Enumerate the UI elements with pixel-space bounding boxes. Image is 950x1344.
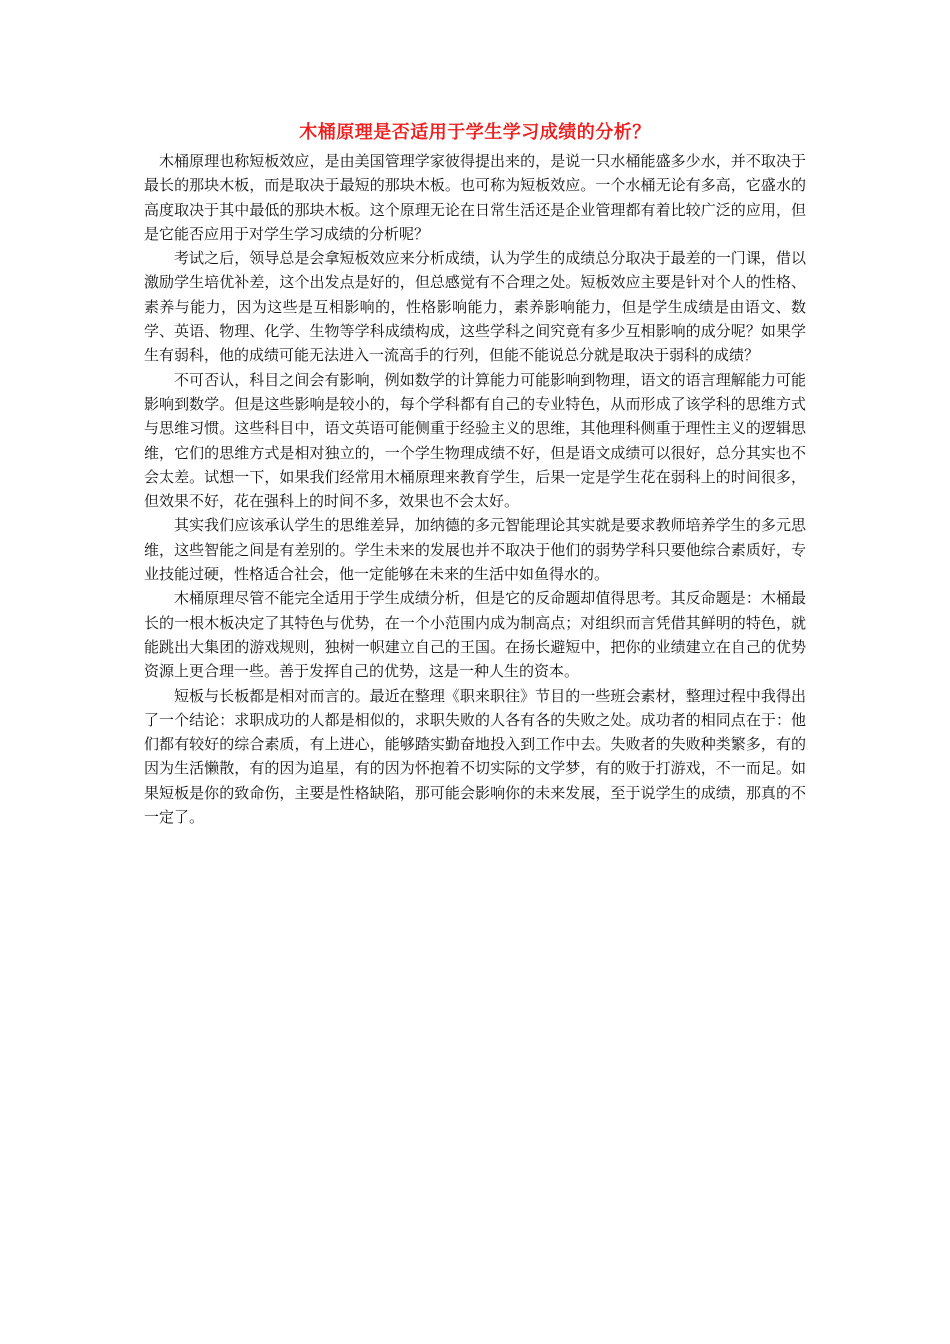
paragraph-3: 不可否认，科目之间会有影响，例如数学的计算能力可能影响到物理，语文的语言理解能力可能影响到数学。但是这些影响是较小的，每个学科都有自己的专业特色，从而形成了该学科的思维方式与思维习惯。这些科目中，语文英语可能侧重于经验主义的思维，其他理科侧重于理性主义的逻辑思维，它们的思维方式是相对独立的，一个学生物理成绩不好，但是语文成绩可以很好，总分其实也不会太差。试想一下，如果我们经常用木桶原理来教育学生，后果一定是学生花在弱科上的时间很多，但效果不好，花在强科上的时间不多，效果也不会太好。 <box>144 370 806 511</box>
article-body <box>144 119 806 829</box>
paragraph-1: 木桶原理也称短板效应，是由美国管理学家彼得提出来的，是说一只水桶能盛多少水，并不取决于最长的那块木板，而是取决于最短的那块木板。也可称为短板效应。一个水桶无论有多高，它盛水的高度取决于其中最低的那块木板。这个原理无论在日常生活还是企业管理都有着比较广泛的应用，但是它能否应用于对学生学习成绩的分析呢？ <box>144 152 806 243</box>
paragraph-5: 木桶原理尽管不能完全适用于学生成绩分析，但是它的反命题却值得思考。其反命题是：木桶最长的一根木板决定了其特色与优势，在一个小范围内成为制高点；对组织而言凭借其鲜明的特色，就能跳出大集团的游戏规则，独树一帜建立自己的王国。在扬长避短中，把你的业绩建立在自己的优势资源上更合理一些。善于发挥自己的优势，这是一种人生的资本。 <box>144 589 806 681</box>
paragraph-6: 短板与长板都是相对而言的。最近在整理《职来职往》节目的一些班会素材，整理过程中我得出了一个结论：求职成功的人都是相似的，求职失败的人各有各的失败之处。成功者的相同点在于：他们都有较好的综合素质，有上进心，能够踏实勤奋地投入到工作中去。失败者的失败种类繁多，有的因为生活懒散，有的因为追星，有的因为怀抱着不切实际的文学梦，有的败于打游戏，不一而足。如果短板是你的致命伤，主要是性格缺陷，那可能会影响你的未来发展，至于说学生的成绩，那真的不一定了。 <box>144 686 806 827</box>
paragraph-4: 其实我们应该承认学生的思维差异，加纳德的多元智能理论其实就是要求教师培养学生的多元思维，这些智能之间是有差别的。学生未来的发展也并不取决于他们的弱势学科只要他综合素质好，专业技能过硬，性格适合社会，他一定能够在未来的生活中如鱼得水的。 <box>144 516 806 584</box>
paragraph-2: 考试之后，领导总是会拿短板效应来分析成绩，认为学生的成绩总分取决于最差的一门课，借以激励学生培优补差，这个出发点是好的，但总感觉有不合理之处。短板效应主要是针对个人的性格、素养与能力，因为这些是互相影响的，性格影响能力，素养影响能力，但是学生成绩是由语文、数学、英语、物理、化学、生物等学科成绩构成，这些学科之间究竟有多少互相影响的成分呢？如果学生有弱科，他的成绩可能无法进入一流高手的行列，但能不能说总分就是取决于弱科的成绩？ <box>144 249 806 365</box>
article-title: 木桶原理是否适用于学生学习成绩的分析？ <box>299 122 651 143</box>
